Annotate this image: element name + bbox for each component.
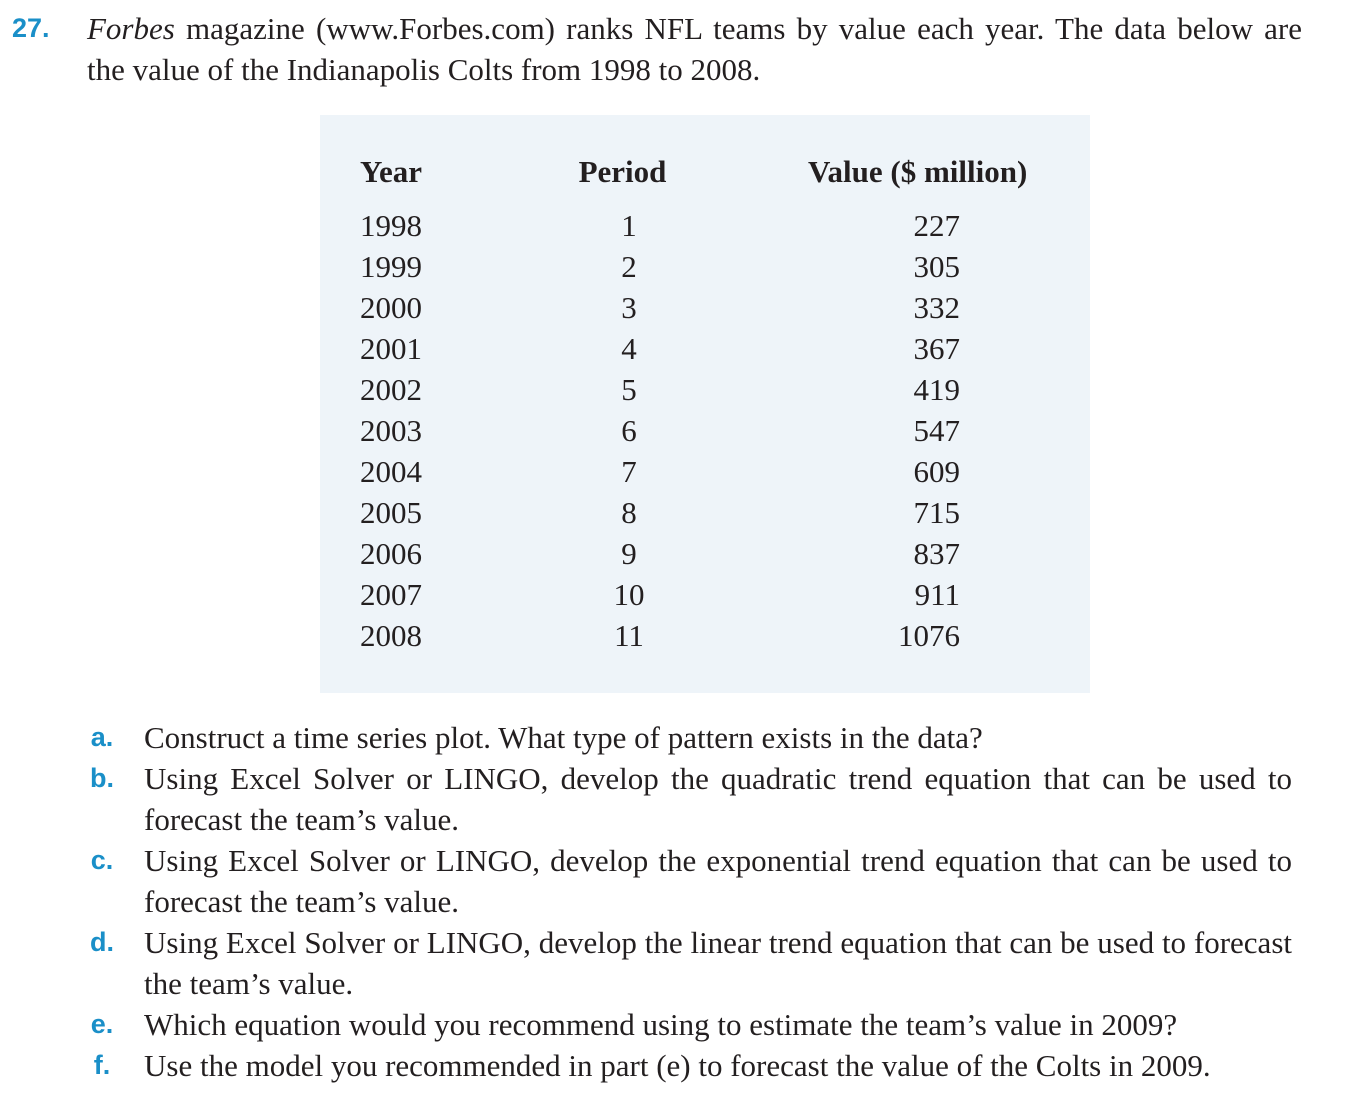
part-letter: e. <box>90 1009 114 1039</box>
table-cell-value: 305 <box>913 249 960 284</box>
table-cell-value: 227 <box>913 208 960 243</box>
table-cell-year: 2008 <box>360 618 422 653</box>
question-part <box>82 922 1292 1004</box>
part-letter: b. <box>90 763 114 793</box>
table-cell-value: 1076 <box>898 618 960 653</box>
table-cell-value: 715 <box>913 495 960 530</box>
part-text: Use the model you recommended in part (e) to forecast the value of the Colts in 2009. <box>144 1048 1211 1083</box>
part-text: Using Excel Solver or LINGO, develop the exponential trend equation that can be used to forecast the team’s value. <box>144 843 1292 919</box>
part-letter: d. <box>90 927 114 957</box>
table-cell-year: 2004 <box>360 454 422 489</box>
question-part <box>82 1045 1292 1086</box>
table-cell-period: 11 <box>614 618 644 653</box>
table-cell-period: 5 <box>621 372 637 407</box>
question-part <box>82 1004 1292 1045</box>
table-cell-period: 1 <box>621 208 637 243</box>
table-cell-value: 609 <box>913 454 960 489</box>
table-cell-period: 8 <box>621 495 637 530</box>
table-cell-period: 3 <box>621 290 637 325</box>
source-name: Forbes <box>87 11 175 46</box>
table-cell-value: 911 <box>914 577 960 612</box>
question-part <box>82 717 1292 758</box>
table-cell-year: 2006 <box>360 536 422 571</box>
table-cell-year: 2003 <box>360 413 422 448</box>
table-cell-year: 2005 <box>360 495 422 530</box>
part-text: Using Excel Solver or LINGO, develop the linear trend equation that can be used to forecast the team’s value. <box>144 925 1292 1001</box>
table-cell-year: 2007 <box>360 577 422 612</box>
part-text: Using Excel Solver or LINGO, develop the quadratic trend equation that can be used to forecast the team’s value. <box>144 761 1292 837</box>
problem-number: 27. <box>12 13 50 43</box>
question-part <box>82 758 1292 840</box>
table-header-period: Period <box>578 154 667 189</box>
table-cell-period: 4 <box>621 331 637 366</box>
table-cell-period: 6 <box>621 413 637 448</box>
table-cell-year: 1999 <box>360 249 422 284</box>
table-cell-year: 2001 <box>360 331 422 366</box>
table-cell-period: 2 <box>621 249 637 284</box>
table-cell-period: 9 <box>621 536 637 571</box>
table-cell-period: 10 <box>613 577 645 612</box>
table-cell-value: 837 <box>913 536 960 571</box>
table-cell-value: 332 <box>913 290 960 325</box>
part-text: Which equation would you recommend using to estimate the team’s value in 2009? <box>144 1007 1178 1042</box>
table-cell-year: 2002 <box>360 372 422 407</box>
part-letter: c. <box>90 845 114 875</box>
question-part <box>82 840 1292 922</box>
part-text: Construct a time series plot. What type of pattern exists in the data? <box>144 720 983 755</box>
table-cell-period: 7 <box>621 454 637 489</box>
table-cell-year: 2000 <box>360 290 422 325</box>
part-letter: f. <box>93 1050 111 1080</box>
table-cell-value: 367 <box>913 331 960 366</box>
data-table-panel <box>320 115 1090 693</box>
question-parts <box>82 717 1292 1086</box>
table-header-value: Value ($ million) <box>808 154 1028 189</box>
part-letter: a. <box>90 722 114 752</box>
table-cell-value: 419 <box>913 372 960 407</box>
table-cell-value: 547 <box>913 413 960 448</box>
problem-intro <box>87 8 1302 90</box>
table-cell-year: 1998 <box>360 208 422 243</box>
problem-intro-text: magazine (www.Forbes.com) ranks NFL teams by value each year. The data below are the value of the Indianapolis Colts from 1998 to 2008. <box>87 11 1302 87</box>
table-header-year: Year <box>360 154 422 189</box>
